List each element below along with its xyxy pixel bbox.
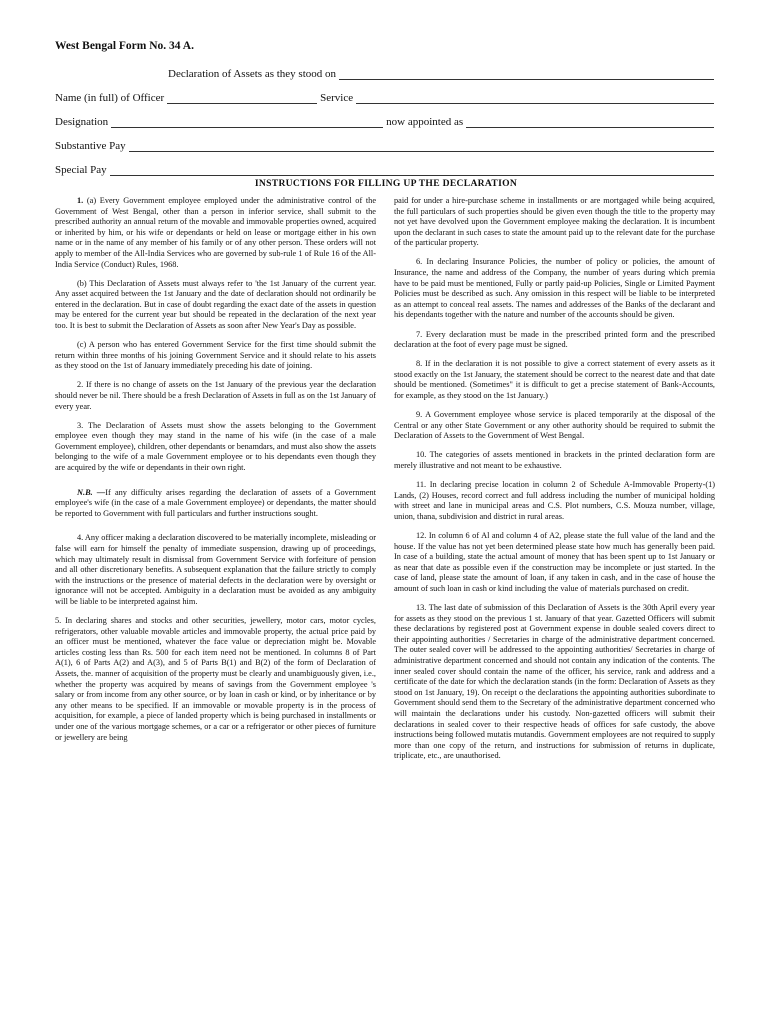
instruction-10: 10. The categories of assets mentioned in brackets in the printed declaration form are merely illustrative and not meant to be exhaustive. — [394, 450, 715, 470]
declaration-date-row — [55, 56, 717, 80]
name-label: Name (in full) of Officer — [55, 92, 165, 104]
instruction-4: 4. Any officer making a declaration discovered to be materially incomplete, misleading or false will earn for himself the penalty of immediate suspension, drawing up of proceedings, which may ultimately result in dismissal from Government Service with forfeiture of pension and all other discretionary benefits. A subsequent explanation that the failure strictly to comply with the instructions or the presence of material defects in the declaration were by oversight or ignorance will not be accepted. Ambiguity in a declaration must be avoided as any ambiguity will be liable to be interpreted against him. — [55, 533, 376, 606]
instruction-7: 7. Every declaration must be made in the prescribed printed form and the prescribed declaration at the foot of every page must be signed. — [394, 329, 715, 350]
designation-row — [55, 104, 717, 128]
declaration-line-label: Declaration of Assets as they stood on — [168, 68, 337, 80]
instruction-13: 13. The last date of submission of this Declaration of Assets is the 30th April every year for assets as they stood on the previous 1 st. January of that year. Gazetted Officers will submit these declarations by registered post at Government expense in double sealed covers direct to their appointing authorities / Secretaries in charge of the administrative department concerned. The outer sealed cover will be addressed to the appointing authorities/ Secretaries in charge of administrative department concerned and should not contain any indication of the contents. The inner sealed cover should contain the name of the officer, his service, rank and address and a certificate of the date for which the declaration stands (in the form: Declaration of Assets as they stood on 1st January, 19). On receipt o the declarations the appointing authorities subordinate to Government should send them to the Secretary of the administrative department concerned who will maintain the declarations under his custody. Non-gazetted officers will submit their declarations in sealed cover to their respective heads of offices for safe custody, the above instructions being followed mutatis mutandis. Government employees are not required to supply more than one copy of the return, and instructions for submission of returns in duplicate, triplicate, etc., are unauthorised. — [394, 603, 715, 761]
instructions-heading: INSTRUCTIONS FOR FILLING UP THE DECLARATION — [254, 178, 518, 189]
service-label: Service — [320, 92, 354, 104]
instruction-5-continued: paid for under a hire-purchase scheme in installments or are mortgaged while being acquired, the full particulars of such properties should be given even though the title to the property may not yet have devolved upon the Government employee making the declaration. It is incumbent upon the declarant in such cases to state the amount paid up to the relevant date for the purchase of the particular property. — [394, 196, 715, 248]
name-service-row — [55, 80, 717, 104]
form-number: West Bengal Form No. 34 A. — [55, 40, 194, 52]
designation-label: Designation — [55, 116, 109, 128]
nb-text: If any difficulty arises regarding the declaration of assets of a Government employee's wife (in the case of a male Government employee) or dependants, the matter should be reported to Government with full particulars and further instructions sought. — [55, 487, 376, 518]
instruction-3: 3. The Declaration of Assets must show the assets belonging to the Government employee even though they may stand in the name of his wife (in the case of a male Government employee), children, other dependants or benamdars, and must also show the assets belonging to the wife of a male Government employee or to his dependants even though they are acquired by the wife or dependants in their own right. — [55, 420, 376, 473]
instruction-1a — [55, 196, 376, 270]
substantive-pay-label: Substantive Pay — [55, 140, 126, 152]
designation-blank[interactable] — [111, 118, 383, 128]
instruction-6: 6. In declaring Insurance Policies, the number of policy or policies, the amount of Insurance, the name and address of the Company, the number of years during which premia have to be paid must be mentioned, Fully or partly paid-up Policies, Single or Limited Payment Policies must be described as such. Any omission in this respect will be liable to be interpreted as an attempt to conceal real assets. The names and addresses of the Banks of the declarant and his dependants together with the nature and number of the accounts should be given. — [394, 257, 715, 320]
declaration-date-blank[interactable] — [339, 70, 714, 80]
substantive-pay-row — [55, 128, 717, 152]
instruction-12: 12. In column 6 of Al and column 4 of A2, please state the full value of the land and the house. If the value has not yet been determined please state how much has generally been paid. In case of a building, state the actual amount of money that has been spent up to 1st January or as near that date as possible even if the construction may be incomplete or just started. In the case of land, please state the amount of loan, if any taken in cash, and in the case of house the amount of such loan in cash or kind including the value of materials purchased on credit. — [394, 530, 715, 593]
special-pay-blank[interactable] — [110, 166, 714, 176]
instruction-1b: (b) This Declaration of Assets must always refer to 'the 1st January of the current year. Any asset acquired between the 1st January and the date of declaration should not ordinarily be entered in the declaration. But in case of doubt regarding the exact date of the assets in question may be entered for the current year but should be repeated in the declaration of the next year too. It is best to submit the Declaration of Assets as soon after New Year's Day as possible. — [55, 278, 376, 331]
instruction-1-number: 1. — [77, 196, 84, 205]
officer-details-fields — [55, 56, 717, 176]
instruction-1a-text: (a) Every Government employee employed under the administrative control of the Government of West Bengal, other than a person in inferior service, shall submit to the prescribed authority an annual return of the movable and immovable properties owned, acquired or inherited by him, or his wife or dependants or held on lease or mortgage either in his own name or in the name of any member of his family or of any other person. These orders will not apply to member of the All-India Services who are governed by sub-rule 1 of Rule 16 of the All-India Service (Conduct) Rules, 1968. — [55, 196, 377, 269]
appointed-label: now appointed as — [386, 116, 464, 128]
instruction-1c: (c) A person who has entered Government Service for the first time should submit the return within three months of his joining Government Service and it should relate to his assets as they stood on the 1st of January immediately preceding his date of joining. — [55, 340, 376, 371]
instruction-8: 8. If in the declaration it is not possible to give a correct statement of every assets as it stood exactly on the 1st January, the statement should be correct to the nearest date and that date should be mentioned. (Sometimes" it is difficult to get a precise statement of Bank-Accounts, for example, as they stood on the 1st January.) — [394, 359, 715, 400]
name-blank[interactable] — [167, 94, 317, 104]
special-pay-row — [55, 152, 717, 176]
special-pay-label: Special Pay — [55, 164, 107, 176]
instructions-left-column — [55, 196, 376, 752]
instruction-2: 2. If there is no change of assets on the 1st January of the previous year the declaration should never be nil. There should be a fresh Declaration of Assets in full as on the 1st January of every year. — [55, 380, 376, 411]
instruction-9: 9. A Government employee whose service is placed temporarily at the disposal of the Central or any other State Government or any other authority should be required to submit the Declaration of Assets to the Government of West Bengal. — [394, 410, 715, 441]
substantive-pay-blank[interactable] — [129, 142, 714, 152]
nb-label: N.B. — — [77, 487, 106, 497]
instruction-5: 5. In declaring shares and stocks and other securities, jewellery, motor cars, motor cycles, refrigerators, other valuable movable articles and immovable property, the actual price paid by an officer must be mentioned, whatever the face value or depreciation might be. Movable articles costing less than Rs. 500 for each item need not be mentioned. In columns 8 of Part A(1), 6 of Parts A(2) and A(3), and 5 of Parts B(1) and B(2) of the form of Declaration of Assets, the. manner of acquisition of the property must be clearly and unambiguously given, i.e., whether the property was acquired by means of savings from the Government employee 's salary or from income from any other source, or by loan in cash or kind, or by inheritance or by any other means to be specified. If an immovable or movable property is in the process of acquisition, for example, a piece of landed property which is being purchased in installments or under one of the various mortgage schemes, or a car or a refrigerator or other pieces of furniture or jewellery are being — [55, 616, 376, 742]
appointed-blank[interactable] — [466, 118, 714, 128]
service-blank[interactable] — [356, 94, 714, 104]
instructions-right-column — [394, 196, 715, 770]
instruction-11: 11. In declaring precise location in column 2 of Schedule A-Immovable Property-(1) Lands, (2) Houses, record correct and full address including the number of municipal holding with street and lane in municipal areas and C.S. Plot numbers, C.S. Mouza number, village, union, thana, subdivision and district in rural areas. — [394, 480, 715, 521]
nb-note — [55, 488, 376, 520]
